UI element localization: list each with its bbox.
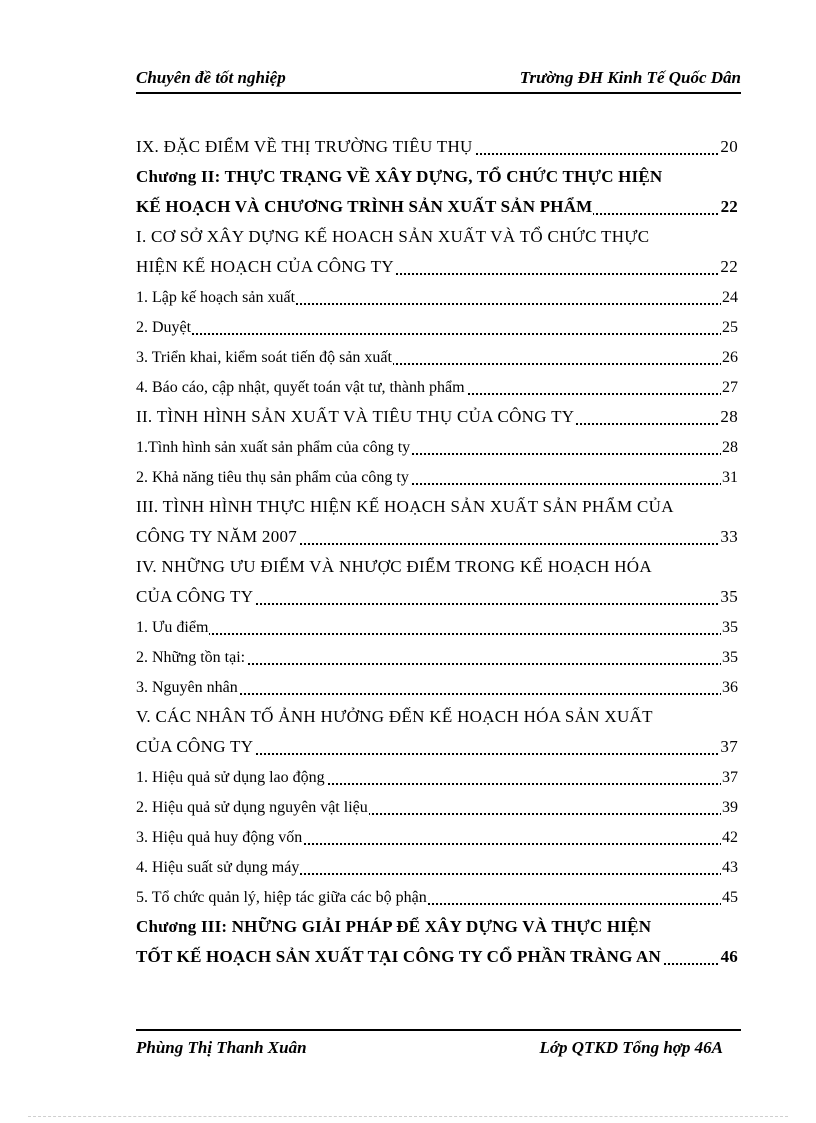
toc-entry-title: 3. Nguyên nhân: [136, 679, 238, 696]
toc-entry-page: 24: [722, 289, 738, 306]
toc-entry-title: KẾ HOẠCH VÀ CHƯƠNG TRÌNH SẢN XUẤT SẢN PHẨM: [136, 197, 593, 216]
toc-entry[interactable]: [136, 881, 738, 911]
toc-entry-title: III. TÌNH HÌNH THỰC HIỆN KẾ HOẠCH SẢN XUẤT SẢN PHẨM CỦA: [136, 497, 674, 516]
page-bottom-divider: [28, 1116, 788, 1117]
toc-entry[interactable]: [136, 821, 738, 851]
toc-entry-page: 33: [720, 527, 738, 546]
toc-entry-title: I. CƠ SỞ XÂY DỰNG KẾ HOACH SẢN XUẤT VÀ TỔ CHỨC THỰC: [136, 227, 650, 246]
toc-entry[interactable]: [136, 731, 738, 761]
page-footer: [136, 1029, 741, 1061]
toc-entry[interactable]: [136, 671, 738, 701]
toc-entry-page: 22: [720, 257, 738, 276]
toc-entry[interactable]: [136, 131, 738, 161]
toc-entry[interactable]: [136, 491, 738, 521]
toc-entry[interactable]: [136, 281, 738, 311]
toc-entry-title: HIỆN KẾ HOẠCH CỦA CÔNG TY: [136, 257, 394, 276]
toc-entry-page: 26: [722, 349, 738, 366]
toc-entry-title: CỦA CÔNG TY: [136, 737, 254, 756]
toc-entry[interactable]: [136, 941, 738, 971]
toc-entry[interactable]: [136, 431, 738, 461]
toc-entry-page: 20: [720, 137, 738, 156]
toc-entry-title: IV. NHỮNG ƯU ĐIỂM VÀ NHƯỢC ĐIỂM TRONG KẾ HOẠCH HÓA: [136, 557, 652, 576]
toc-entry-page: 46: [720, 947, 738, 966]
toc-entry-title: 2. Hiệu quả sử dụng nguyên vật liệu: [136, 799, 368, 816]
toc-entry-title: Chương III: NHỮNG GIẢI PHÁP ĐỂ XÂY DỰNG VÀ THỰC HIỆN: [136, 917, 652, 936]
toc-entry-title: CÔNG TY NĂM 2007: [136, 527, 298, 546]
header-document-type: Chuyên đề tốt nghiệp: [136, 68, 286, 87]
toc-entry[interactable]: [136, 461, 738, 491]
toc-entry-title: 5. Tổ chức quản lý, hiệp tác giữa các bộ phận: [136, 889, 427, 906]
footer-class: Lớp QTKD Tổng hợp 46A: [539, 1038, 723, 1057]
toc-entry[interactable]: [136, 761, 738, 791]
toc-entry-page: 35: [722, 619, 738, 636]
toc-entry[interactable]: [136, 611, 738, 641]
table-of-contents: [136, 131, 738, 971]
toc-entry[interactable]: [136, 641, 738, 671]
toc-entry-title: 1. Hiệu quả sử dụng lao động: [136, 769, 325, 786]
toc-entry-title: 1. Ưu điểm: [136, 619, 209, 636]
toc-entry[interactable]: [136, 521, 738, 551]
toc-entry-page: 37: [722, 769, 738, 786]
toc-entry[interactable]: [136, 191, 738, 221]
toc-entry-title: 1. Lập kế hoạch sản xuất: [136, 289, 296, 306]
toc-entry-title: Chương II: THỰC TRẠNG VỀ XÂY DỰNG, TỔ CHỨC THỰC HIỆN: [136, 167, 663, 186]
toc-entry-page: 22: [720, 197, 738, 216]
footer-author: Phùng Thị Thanh Xuân: [136, 1038, 307, 1057]
toc-entry[interactable]: [136, 311, 738, 341]
toc-entry-page: 28: [722, 439, 738, 456]
toc-entry[interactable]: [136, 221, 738, 251]
toc-entry-title: 2. Khả năng tiêu thụ sản phẩm của công ty: [136, 469, 409, 486]
toc-entry[interactable]: [136, 701, 738, 731]
toc-entry-title: 3. Hiệu quả huy động vốn: [136, 829, 303, 846]
toc-entry[interactable]: [136, 251, 738, 281]
toc-entry-title: II. TÌNH HÌNH SẢN XUẤT VÀ TIÊU THỤ CỦA CÔNG TY: [136, 407, 575, 426]
toc-entry-title: 1.Tình hình sản xuất sản phẩm của công ty: [136, 439, 411, 456]
toc-entry-title: 3. Triển khai, kiểm soát tiến độ sản xuất: [136, 349, 392, 366]
toc-entry-title: 4. Báo cáo, cập nhật, quyết toán vật tư, thành phẩm: [136, 379, 465, 396]
toc-leader-dots: [136, 333, 738, 335]
toc-entry-title: TỐT KẾ HOẠCH SẢN XUẤT TẠI CÔNG TY CỔ PHẦN TRÀNG AN: [136, 947, 661, 966]
toc-entry[interactable]: [136, 851, 738, 881]
toc-entry-page: 35: [722, 649, 738, 666]
toc-entry-title: 2. Những tồn tại:: [136, 649, 246, 666]
toc-entry[interactable]: [136, 581, 738, 611]
toc-entry-page: 36: [722, 679, 738, 696]
toc-entry-page: 28: [720, 407, 738, 426]
toc-entry-page: 43: [722, 859, 738, 876]
toc-entry-title: IX. ĐẶC ĐIỂM VỀ THỊ TRƯỜNG TIÊU THỤ: [136, 137, 473, 156]
toc-entry-page: 45: [722, 889, 738, 906]
toc-entry-title: CỦA CÔNG TY: [136, 587, 254, 606]
header-university: Trường ĐH Kinh Tế Quốc Dân: [519, 68, 741, 87]
toc-entry-page: 31: [722, 469, 738, 486]
toc-entry[interactable]: [136, 371, 738, 401]
toc-entry-title: 2. Duyệt: [136, 319, 192, 336]
page-header: [136, 68, 741, 94]
toc-entry-page: 35: [720, 587, 738, 606]
toc-entry-page: 37: [720, 737, 738, 756]
toc-entry[interactable]: [136, 161, 738, 191]
toc-entry-page: 27: [722, 379, 738, 396]
toc-entry-page: 42: [722, 829, 738, 846]
toc-leader-dots: [136, 633, 738, 635]
toc-entry-title: V. CÁC NHÂN TỐ ẢNH HƯỞNG ĐẾN KẾ HOẠCH HÓA SẢN XUẤT: [136, 707, 653, 726]
toc-entry[interactable]: [136, 401, 738, 431]
toc-entry[interactable]: [136, 551, 738, 581]
toc-entry-page: 39: [722, 799, 738, 816]
toc-entry[interactable]: [136, 791, 738, 821]
toc-entry[interactable]: [136, 911, 738, 941]
toc-entry-page: 25: [722, 319, 738, 336]
toc-entry-title: 4. Hiệu suất sử dụng máy: [136, 859, 300, 876]
toc-entry[interactable]: [136, 341, 738, 371]
